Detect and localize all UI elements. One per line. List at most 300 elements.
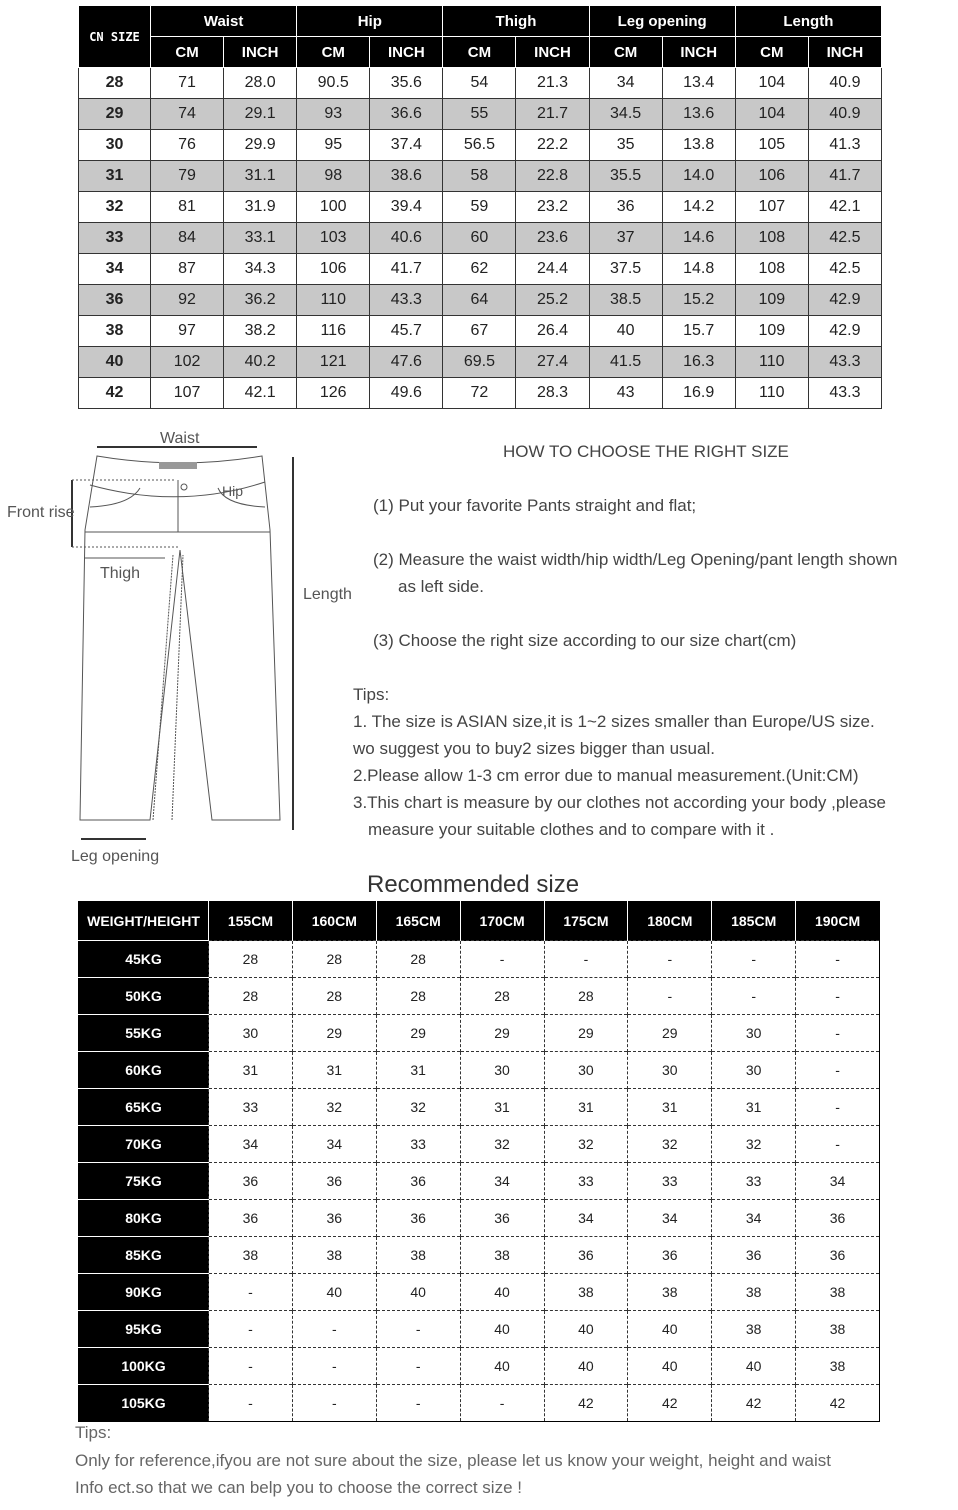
table-cell: 40.9: [808, 99, 881, 130]
table-row: [79, 1348, 880, 1385]
table-cell: 30: [628, 1052, 712, 1089]
table-cell: 35.6: [370, 68, 443, 99]
table-cell: 40.2: [224, 347, 297, 378]
table-cell: -: [292, 1385, 376, 1422]
table-row: [79, 1163, 880, 1200]
table-cell: 34.3: [224, 254, 297, 285]
table-cell: 58: [443, 161, 516, 192]
table-row: [79, 1237, 880, 1274]
table-cell: 108: [735, 254, 808, 285]
table-row: [79, 378, 882, 409]
table-cell: 31.1: [224, 161, 297, 192]
guide-step-3: (3) Choose the right size according to our size chart(cm): [373, 631, 797, 650]
table-cell: 54: [443, 68, 516, 99]
table-cell: 105: [735, 130, 808, 161]
table-cell: -: [796, 978, 880, 1015]
height-header: 170CM: [460, 902, 544, 941]
table-cell: 126: [297, 378, 370, 409]
table-cell: 28: [544, 978, 628, 1015]
table-cell: 104: [735, 68, 808, 99]
table-cell: 30: [712, 1015, 796, 1052]
table-cell: 38: [544, 1274, 628, 1311]
table-cell: 36: [292, 1200, 376, 1237]
table-cell: 106: [735, 161, 808, 192]
table-cell: -: [376, 1385, 460, 1422]
table-cell: 14.0: [662, 161, 735, 192]
table-cell: 25.2: [516, 285, 589, 316]
table-cell: 14.8: [662, 254, 735, 285]
table-cell: 71: [151, 68, 224, 99]
table-cell: 40: [544, 1348, 628, 1385]
table-row: [79, 68, 882, 99]
weight-cell: 80KG: [79, 1200, 209, 1237]
table-cell: 67: [443, 316, 516, 347]
table-cell: 40: [460, 1348, 544, 1385]
table-cell: 29: [544, 1015, 628, 1052]
table-cell: 40.6: [370, 223, 443, 254]
table-cell: 36.6: [370, 99, 443, 130]
table-cell: 15.2: [662, 285, 735, 316]
table-cell: 102: [151, 347, 224, 378]
table-cell: 43.3: [808, 378, 881, 409]
table-cell: 97: [151, 316, 224, 347]
table-cell: 13.6: [662, 99, 735, 130]
table-cell: 24.4: [516, 254, 589, 285]
group-header: Hip: [297, 6, 443, 37]
table-cell: 31: [376, 1052, 460, 1089]
thigh-label: Thigh: [100, 565, 141, 582]
table-cell: 42.1: [808, 192, 881, 223]
table-cell: 36: [292, 1163, 376, 1200]
table-cell: 31: [209, 1052, 293, 1089]
table-row: [79, 1126, 880, 1163]
table-cell: 28: [209, 941, 293, 978]
table-cell: 23.2: [516, 192, 589, 223]
table-cell: 35.5: [589, 161, 662, 192]
table-cell: 28: [376, 941, 460, 978]
table-cell: 29: [292, 1015, 376, 1052]
weight-cell: 95KG: [79, 1311, 209, 1348]
table-cell: 76: [151, 130, 224, 161]
table-cell: -: [628, 978, 712, 1015]
table-cell: -: [292, 1311, 376, 1348]
front-rise-label: Front rise: [7, 504, 75, 521]
table-cell: 34: [460, 1163, 544, 1200]
size-cell: 42: [79, 378, 151, 409]
unit-header: CM: [151, 37, 224, 68]
table-cell: 110: [735, 378, 808, 409]
table-cell: 38: [292, 1237, 376, 1274]
unit-header: CM: [443, 37, 516, 68]
table-cell: 32: [292, 1089, 376, 1126]
table-row: [79, 1015, 880, 1052]
waist-label: Waist: [160, 430, 200, 447]
table-row: [79, 1385, 880, 1422]
guide-title: HOW TO CHOOSE THE RIGHT SIZE: [503, 442, 789, 461]
table-cell: 37.5: [589, 254, 662, 285]
height-header: 160CM: [292, 902, 376, 941]
size-chart-table: [78, 5, 882, 409]
unit-header: INCH: [224, 37, 297, 68]
table-cell: 69.5: [443, 347, 516, 378]
table-cell: 35: [589, 130, 662, 161]
table-cell: 42.5: [808, 223, 881, 254]
table-cell: 43.3: [808, 347, 881, 378]
table-cell: 29.1: [224, 99, 297, 130]
table-cell: 38: [796, 1348, 880, 1385]
length-label: Length: [303, 586, 352, 603]
table-cell: 22.2: [516, 130, 589, 161]
table-cell: 55: [443, 99, 516, 130]
table-cell: 42: [544, 1385, 628, 1422]
table-cell: 36: [628, 1237, 712, 1274]
table-cell: 106: [297, 254, 370, 285]
weight-cell: 55KG: [79, 1015, 209, 1052]
table-row: [79, 99, 882, 130]
table-row: [79, 161, 882, 192]
table-cell: -: [376, 1348, 460, 1385]
table-cell: 28: [292, 978, 376, 1015]
table-cell: 56.5: [443, 130, 516, 161]
group-header: Thigh: [443, 6, 589, 37]
table-cell: 74: [151, 99, 224, 130]
table-cell: 42.5: [808, 254, 881, 285]
unit-header: INCH: [516, 37, 589, 68]
guide-step-2-cont: as left side.: [398, 577, 484, 596]
table-cell: 110: [735, 347, 808, 378]
height-header: 155CM: [209, 902, 293, 941]
table-cell: 32: [376, 1089, 460, 1126]
table-cell: 100: [297, 192, 370, 223]
table-cell: 27.4: [516, 347, 589, 378]
hip-label: Hip: [222, 483, 244, 499]
table-cell: 103: [297, 223, 370, 254]
table-cell: 33.1: [224, 223, 297, 254]
tip-3: 3.This chart is measure by our clothes not according your body ,please: [353, 793, 886, 812]
table-cell: 29: [460, 1015, 544, 1052]
table-cell: 40: [460, 1311, 544, 1348]
table-cell: 36: [796, 1200, 880, 1237]
table-cell: 41.3: [808, 130, 881, 161]
table-cell: -: [460, 1385, 544, 1422]
table-cell: 13.8: [662, 130, 735, 161]
table-cell: 38: [796, 1274, 880, 1311]
table-cell: 36: [460, 1200, 544, 1237]
table-cell: -: [376, 1311, 460, 1348]
table-cell: 38: [796, 1311, 880, 1348]
table-cell: -: [209, 1385, 293, 1422]
weight-cell: 75KG: [79, 1163, 209, 1200]
table-cell: -: [628, 941, 712, 978]
table-cell: 28: [209, 978, 293, 1015]
table-cell: 32: [628, 1126, 712, 1163]
table-cell: 40: [292, 1274, 376, 1311]
tip-2: 2.Please allow 1-3 cm error due to manual measurement.(Unit:CM): [353, 766, 859, 785]
corner-header: WEIGHT/HEIGHT: [79, 902, 209, 941]
table-cell: 121: [297, 347, 370, 378]
table-cell: 40: [589, 316, 662, 347]
table-cell: 36: [796, 1237, 880, 1274]
table-row: [79, 316, 882, 347]
unit-header: CM: [297, 37, 370, 68]
size-cell: 33: [79, 223, 151, 254]
table-cell: 38: [376, 1237, 460, 1274]
guide-step-1: (1) Put your favorite Pants straight and flat;: [373, 496, 697, 515]
unit-header: INCH: [370, 37, 443, 68]
table-row: [79, 347, 882, 378]
table-cell: 36: [376, 1163, 460, 1200]
table-cell: 40: [544, 1311, 628, 1348]
table-cell: 38.2: [224, 316, 297, 347]
tip-1: 1. The size is ASIAN size,it is 1~2 sizes smaller than Europe/US size.: [353, 712, 875, 731]
table-cell: 34: [712, 1200, 796, 1237]
table-cell: -: [209, 1311, 293, 1348]
table-cell: 31: [544, 1089, 628, 1126]
table-cell: 72: [443, 378, 516, 409]
table-cell: 84: [151, 223, 224, 254]
table-cell: 28: [292, 941, 376, 978]
table-cell: -: [712, 978, 796, 1015]
table-cell: 43.3: [370, 285, 443, 316]
table-cell: -: [796, 1126, 880, 1163]
table-cell: 29.9: [224, 130, 297, 161]
table-cell: 33: [544, 1163, 628, 1200]
table-cell: 40: [712, 1348, 796, 1385]
table-cell: 34: [292, 1126, 376, 1163]
table-cell: 34: [209, 1126, 293, 1163]
table-cell: -: [712, 941, 796, 978]
table-cell: 31.9: [224, 192, 297, 223]
table-cell: 41.7: [808, 161, 881, 192]
table-cell: 36: [209, 1200, 293, 1237]
pants-diagram: [0, 420, 360, 870]
table-cell: -: [209, 1274, 293, 1311]
table-cell: 34.5: [589, 99, 662, 130]
table-cell: 36: [376, 1200, 460, 1237]
table-cell: -: [796, 1052, 880, 1089]
guide-step-2: (2) Measure the waist width/hip width/Leg Opening/pant length shown: [373, 550, 898, 569]
table-cell: 33: [209, 1089, 293, 1126]
table-cell: 31: [292, 1052, 376, 1089]
table-cell: 13.4: [662, 68, 735, 99]
corner-header: CN SIZE: [79, 6, 151, 68]
table-cell: -: [544, 941, 628, 978]
table-cell: 110: [297, 285, 370, 316]
table-cell: 22.8: [516, 161, 589, 192]
tips-label: Tips:: [353, 685, 390, 704]
recommended-size-table: [78, 901, 880, 1422]
table-cell: 109: [735, 285, 808, 316]
size-cell: 38: [79, 316, 151, 347]
table-cell: 36: [589, 192, 662, 223]
table-cell: 32: [460, 1126, 544, 1163]
table-cell: 21.3: [516, 68, 589, 99]
table-cell: -: [460, 941, 544, 978]
unit-header: INCH: [808, 37, 881, 68]
table-cell: 23.6: [516, 223, 589, 254]
table-row: [79, 1052, 880, 1089]
table-row: [79, 192, 882, 223]
table-cell: 29: [628, 1015, 712, 1052]
recommended-title: Recommended size: [367, 871, 580, 898]
table-cell: 45.7: [370, 316, 443, 347]
table-cell: 34: [589, 68, 662, 99]
tip-3-cont: measure your suitable clothes and to compare with it .: [368, 820, 775, 839]
table-cell: 38.5: [589, 285, 662, 316]
height-header: 180CM: [628, 902, 712, 941]
table-cell: 40.9: [808, 68, 881, 99]
table-cell: 47.6: [370, 347, 443, 378]
weight-cell: 100KG: [79, 1348, 209, 1385]
weight-cell: 105KG: [79, 1385, 209, 1422]
table-cell: 30: [460, 1052, 544, 1089]
table-cell: 59: [443, 192, 516, 223]
weight-cell: 90KG: [79, 1274, 209, 1311]
table-cell: 33: [376, 1126, 460, 1163]
table-cell: 43: [589, 378, 662, 409]
table-cell: -: [796, 941, 880, 978]
table-cell: 107: [735, 192, 808, 223]
table-cell: 40: [628, 1311, 712, 1348]
table-cell: 14.2: [662, 192, 735, 223]
unit-header: INCH: [662, 37, 735, 68]
weight-cell: 65KG: [79, 1089, 209, 1126]
table-cell: 109: [735, 316, 808, 347]
table-cell: 38: [712, 1311, 796, 1348]
tip-1-cont: wo suggest you to buy2 sizes bigger than usual.: [353, 739, 715, 758]
weight-cell: 70KG: [79, 1126, 209, 1163]
table-cell: 40: [460, 1274, 544, 1311]
table-cell: 28.0: [224, 68, 297, 99]
table-cell: 36: [544, 1237, 628, 1274]
table-cell: 38.6: [370, 161, 443, 192]
table-cell: 21.7: [516, 99, 589, 130]
table-cell: 49.6: [370, 378, 443, 409]
table-row: [79, 1200, 880, 1237]
table-cell: 28: [376, 978, 460, 1015]
table-row: [79, 941, 880, 978]
size-cell: 31: [79, 161, 151, 192]
table-cell: 98: [297, 161, 370, 192]
group-header: Length: [735, 6, 881, 37]
weight-cell: 85KG: [79, 1237, 209, 1274]
size-cell: 30: [79, 130, 151, 161]
table-cell: 28.3: [516, 378, 589, 409]
size-cell: 36: [79, 285, 151, 316]
table-cell: 42.1: [224, 378, 297, 409]
group-header: Waist: [151, 6, 297, 37]
table-cell: 37.4: [370, 130, 443, 161]
table-cell: 29: [376, 1015, 460, 1052]
height-header: 185CM: [712, 902, 796, 941]
table-cell: 36: [712, 1237, 796, 1274]
table-cell: 79: [151, 161, 224, 192]
table-row: [79, 1274, 880, 1311]
table-row: [79, 130, 882, 161]
table-cell: 41.5: [589, 347, 662, 378]
table-cell: 95: [297, 130, 370, 161]
table-cell: 31: [712, 1089, 796, 1126]
table-cell: 107: [151, 378, 224, 409]
size-cell: 28: [79, 68, 151, 99]
table-cell: 33: [628, 1163, 712, 1200]
table-cell: 16.9: [662, 378, 735, 409]
table-cell: 38: [209, 1237, 293, 1274]
table-cell: 39.4: [370, 192, 443, 223]
weight-cell: 60KG: [79, 1052, 209, 1089]
size-cell: 29: [79, 99, 151, 130]
table-cell: 60: [443, 223, 516, 254]
table-cell: 116: [297, 316, 370, 347]
table-cell: 40: [376, 1274, 460, 1311]
table-cell: 34: [544, 1200, 628, 1237]
table-cell: 36: [209, 1163, 293, 1200]
height-header: 190CM: [796, 902, 880, 941]
size-cell: 34: [79, 254, 151, 285]
footer-line-2: Info ect.so that we can belp you to choose the correct size !: [75, 1478, 522, 1497]
table-cell: 81: [151, 192, 224, 223]
table-cell: 42: [628, 1385, 712, 1422]
table-cell: 30: [544, 1052, 628, 1089]
table-cell: 42.9: [808, 285, 881, 316]
table-cell: 34: [628, 1200, 712, 1237]
table-cell: 28: [460, 978, 544, 1015]
table-cell: 15.7: [662, 316, 735, 347]
table-cell: 42: [796, 1385, 880, 1422]
table-cell: 40: [628, 1348, 712, 1385]
table-cell: 62: [443, 254, 516, 285]
table-cell: -: [209, 1348, 293, 1385]
table-cell: 38: [628, 1274, 712, 1311]
footer-line-1: Only for reference,ifyou are not sure about the size, please let us know your weight, height and waist: [75, 1451, 831, 1470]
table-cell: 64: [443, 285, 516, 316]
table-cell: 32: [544, 1126, 628, 1163]
table-cell: 30: [712, 1052, 796, 1089]
size-cell: 32: [79, 192, 151, 223]
unit-header: CM: [735, 37, 808, 68]
table-cell: 41.7: [370, 254, 443, 285]
table-cell: 36.2: [224, 285, 297, 316]
table-cell: -: [292, 1348, 376, 1385]
table-cell: 38: [460, 1237, 544, 1274]
table-cell: 16.3: [662, 347, 735, 378]
table-cell: 38: [712, 1274, 796, 1311]
table-row: [79, 285, 882, 316]
table-cell: 42: [712, 1385, 796, 1422]
table-cell: 42.9: [808, 316, 881, 347]
table-cell: 32: [712, 1126, 796, 1163]
size-cell: 40: [79, 347, 151, 378]
weight-cell: 45KG: [79, 941, 209, 978]
table-cell: -: [796, 1015, 880, 1052]
table-cell: 104: [735, 99, 808, 130]
group-header: Leg opening: [589, 6, 735, 37]
height-header: 165CM: [376, 902, 460, 941]
leg-opening-label: Leg opening: [71, 848, 160, 865]
table-cell: 87: [151, 254, 224, 285]
table-cell: 31: [628, 1089, 712, 1126]
table-row: [79, 223, 882, 254]
table-row: [79, 1311, 880, 1348]
table-cell: -: [796, 1089, 880, 1126]
height-header: 175CM: [544, 902, 628, 941]
weight-cell: 50KG: [79, 978, 209, 1015]
table-cell: 33: [712, 1163, 796, 1200]
table-cell: 37: [589, 223, 662, 254]
footer-tips-label: Tips:: [75, 1423, 112, 1442]
table-cell: 31: [460, 1089, 544, 1126]
table-cell: 26.4: [516, 316, 589, 347]
